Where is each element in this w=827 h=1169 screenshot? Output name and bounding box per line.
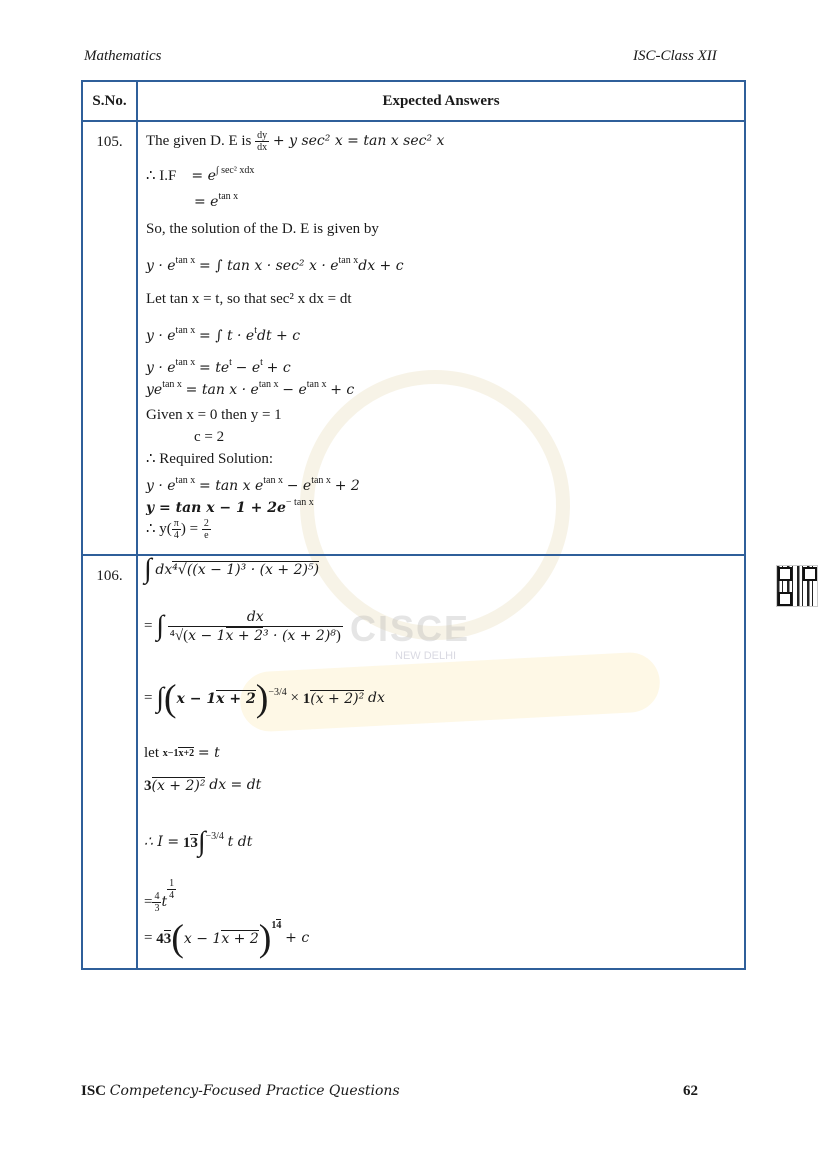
qr-code-icon[interactable] — [776, 565, 818, 607]
solution-line-4: $ye^{tan x} = \tan x \cdot e^{tan x} - e^{tan x} + c$ — [146, 379, 355, 398]
table-row — [82, 555, 745, 969]
integral-in-t: ∴ I = 13∫$^{-3/4}$ t dt — [144, 826, 253, 858]
let-substitution: let x−1x+2 = t — [144, 745, 220, 761]
page-number: 62 — [683, 1083, 698, 1099]
substitution-line: Let tan x = t, so that sec² x dx = dt — [146, 291, 352, 307]
solution-line-6: $y = \tan x - 1 + 2e^{- tan x}$ — [146, 497, 314, 516]
integral-1: ∫ dx⁴√((x − 1)³ · (x + 2)⁵) — [144, 553, 320, 585]
if-line-2: = $e^{tan x}$ — [194, 191, 239, 210]
question-number: 105. — [82, 121, 137, 555]
final-value: ∴ y( $\frac{\pi}{4}$ ) = $\frac{2}{e}$ — [146, 518, 209, 541]
initial-condition: Given x = 0 then y = 1 — [146, 407, 282, 423]
answer-cell-105 — [137, 121, 745, 555]
watermark-name: CISCE — [350, 608, 471, 649]
required-solution-label: ∴ Required Solution: — [146, 451, 274, 467]
integral-2: = ∫ $\frac{dx}{\text{⁴√(x − 1x + 2³ · (x + 2)⁸)}}$ — [144, 609, 341, 644]
solution-intro: So, the solution of the D. E is given by — [146, 221, 379, 237]
table-header-row — [82, 81, 745, 121]
solution-line-3: $y \cdot e^{tan x} = te^t - e^t + c$ — [146, 357, 291, 376]
watermark-place: NEW DELHI — [395, 650, 457, 662]
footer-title: ISC Competency-Focused Practice Questions — [81, 1083, 400, 1099]
question-number: 106. — [82, 555, 137, 969]
solution-line-1: $y \cdot e^{tan x}$ = ∫ tan x · sec² $x \cdot e^{tan x}dx + c$ — [146, 255, 404, 274]
solution-line-5: $y \cdot e^{tan x} = \tan x$ $e^{tan x} - e^{tan x} + 2$ — [146, 475, 360, 494]
result-line-2: = 43(x − 1x + 2)14 + c — [144, 917, 310, 960]
answers-table — [81, 80, 746, 970]
answers-header: Expected Answers — [137, 81, 745, 121]
subject-header: Mathematics — [84, 48, 162, 64]
answer-cell-106 — [137, 555, 745, 969]
table-row — [82, 121, 745, 555]
constant-value: c = 2 — [194, 429, 225, 445]
if-line-1: ∴ I.F = $e^{\int sec^2 xdx}$ — [146, 165, 255, 184]
integral-3: = $\int(x - 1x + 2)^{-3/4} \times 1(x + 2)^2$ dx — [144, 677, 385, 720]
differential-line: 3(x + 2)² dx = dt — [144, 777, 262, 794]
given-de: The given D. E is $\frac{dy}{dx}$ + y sec² x = tan x sec² x — [146, 130, 445, 153]
result-line-1: = $\frac{4}{3}$ t $\frac{1}{4}$ — [144, 878, 175, 915]
sno-header: S.No. — [82, 81, 137, 121]
class-header: ISC-Class XII — [633, 48, 717, 64]
solution-line-2: $y \cdot e^{tan x}$ = ∫ $t \cdot e^tdt + c$ — [146, 325, 301, 344]
